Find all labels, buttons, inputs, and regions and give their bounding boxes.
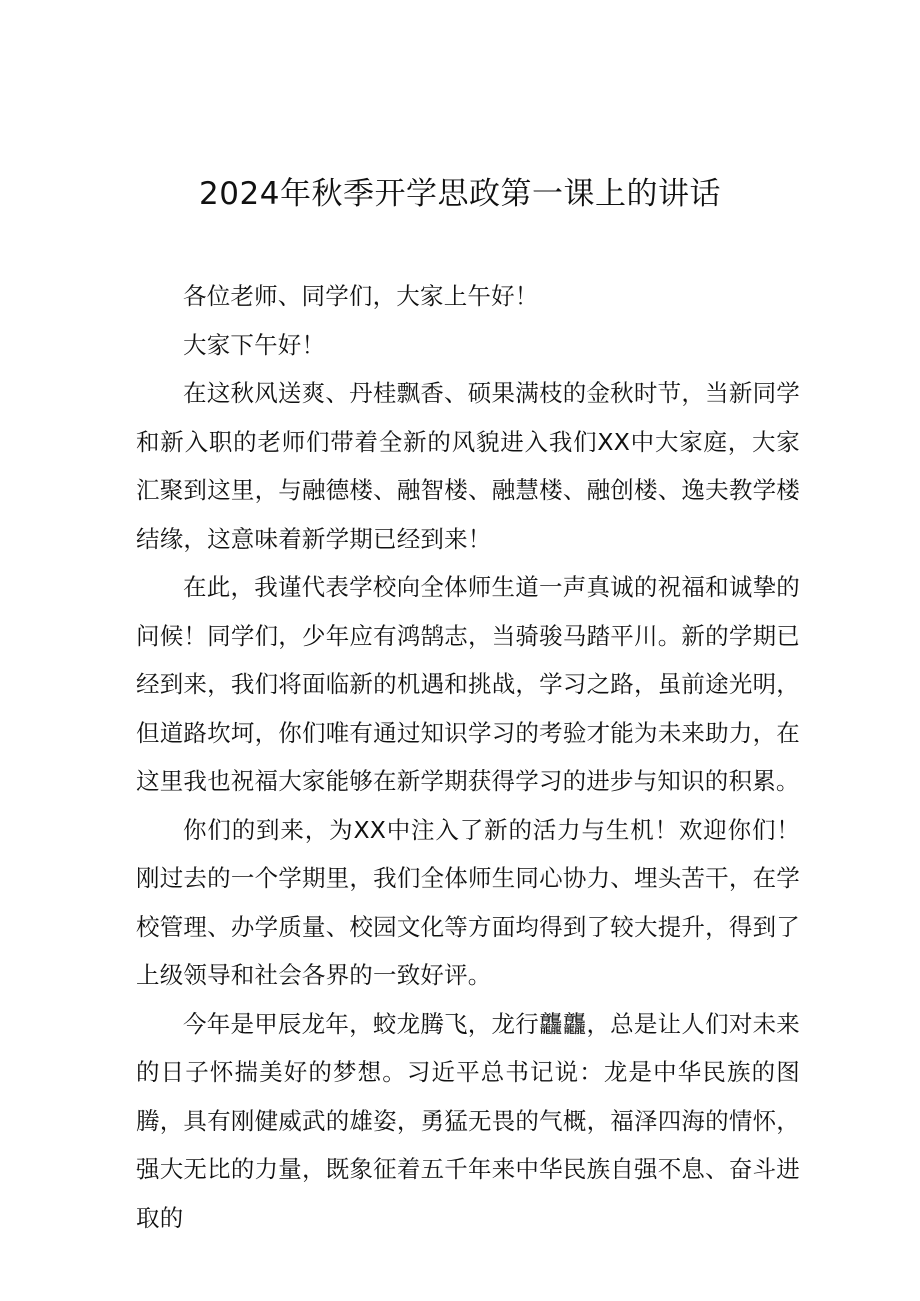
paragraph-greeting-morning: 各位老师、同学们，大家上午好！ (183, 282, 539, 310)
paragraph-greeting-afternoon: 大家下午好！ (183, 330, 326, 359)
document-title: 2024年秋季开学思政第一课上的讲话 (199, 176, 721, 212)
paragraph-blessing: 在此，我谨代表学校向全体师生道一声真诚的祝福和诚挚的问候！同学们，少年应有鸿鹄志，当骑骏马踏平川。新的学期已经到来，我们将面临新的机遇和挑战，学习之路，虽前途光明，但道路坎坷，你们唯有通过知识学习的考验才能为未来助力，在这里我也祝福大家能够在新学期获得学习的进步与知识的积累。 (136, 573, 800, 795)
paragraph-school-achievements: 你们的到来，为XX中注入了新的活力与生机！欢迎你们！刚过去的一个学期里，我们全体师生同心协力、埋头苦干，在学校管理、办学质量、校园文化等方面均得到了较大提升，得到了上级领导和社会各界的一致好评。 (136, 815, 800, 989)
paragraph-autumn-welcome: 在这秋风送爽、丹桂飘香、硕果满枝的金秋时节，当新同学和新入职的老师们带着全新的风貌进入我们XX中大家庭，大家汇聚到这里，与融德楼、融智楼、融慧楼、融创楼、逸夫教学楼结缘，这意味着新学期已经到来！ (136, 379, 800, 553)
document-body (136, 272, 800, 1242)
paragraph-dragon-year: 今年是甲辰龙年，蛟龙腾飞，龙行龘龘，总是让人们对未来的日子怀揣美好的梦想。习近平总书记说：龙是中华民族的图腾，具有刚健威武的雄姿，勇猛无畏的气概，福泽四海的情怀，强大无比的力量，既象征着五千年来中华民族自强不息、奋斗进取的 (136, 1009, 800, 1232)
